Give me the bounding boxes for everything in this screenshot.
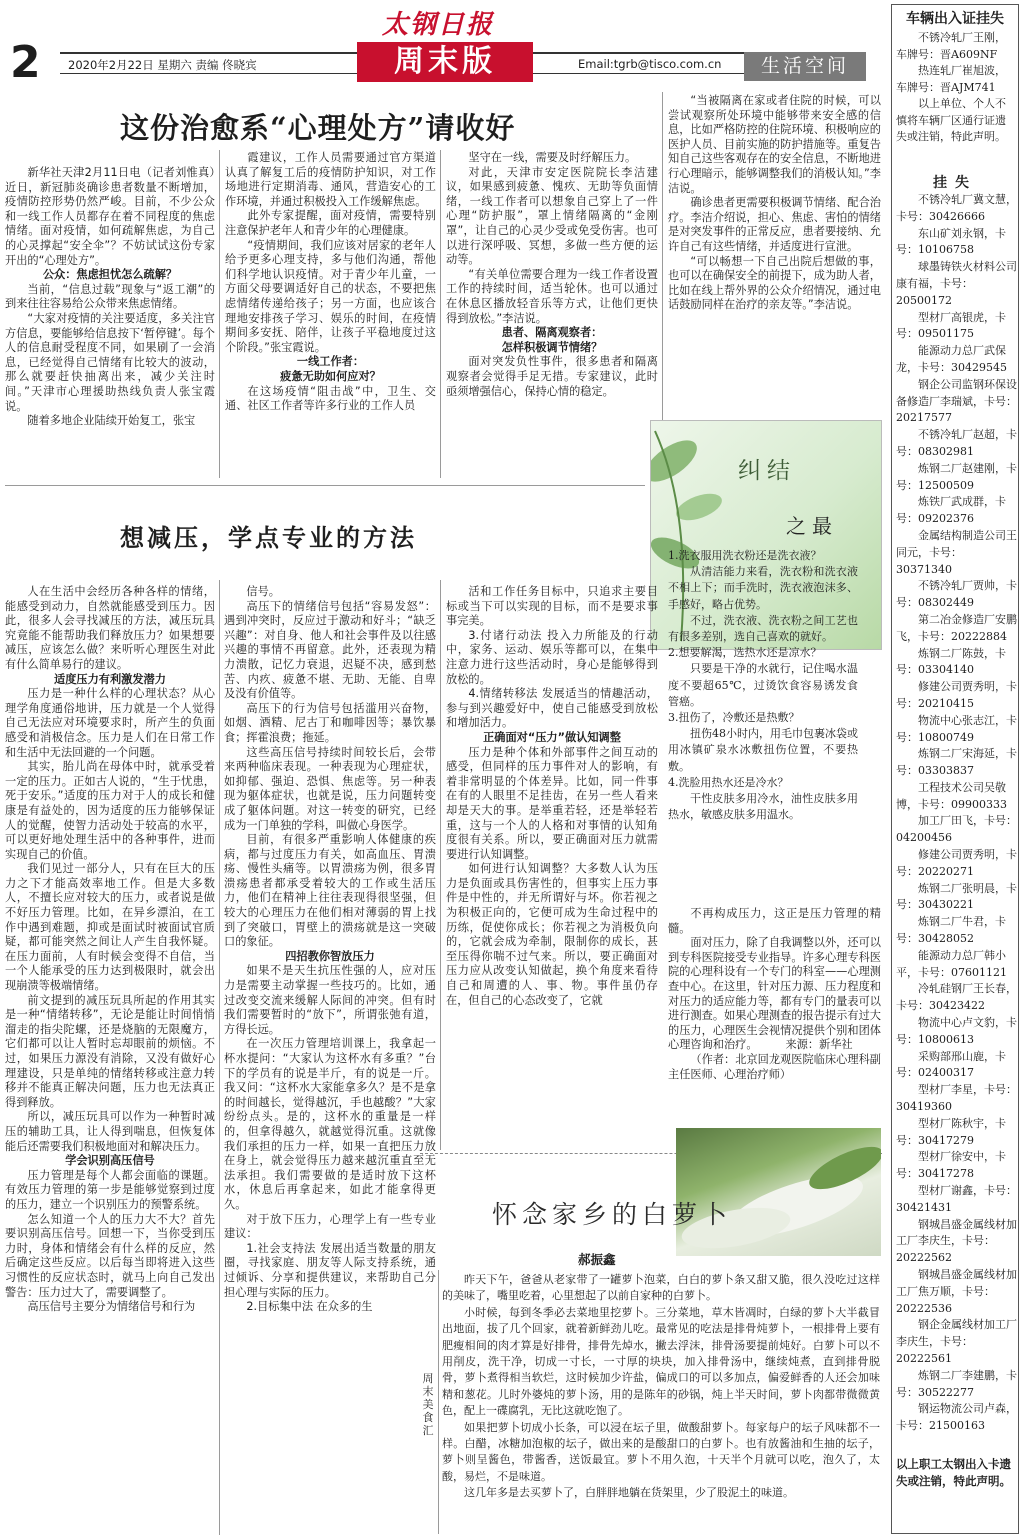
- subheading: 一线工作者：: [296, 355, 365, 369]
- page-number: 2: [10, 37, 41, 88]
- lost-card-item: 炼铁厂武成群，卡号：09202376: [896, 495, 1006, 526]
- lost-card-item: 冷轧硅钢厂王长春，卡号：30423422: [896, 982, 1017, 1013]
- paragraph: 如果不是天生抗压性强的人，应对压力是需要主动掌握一些技巧的。比如，通过改变交流来缓解人际间的冲突。但有时我们需要暂时的“放下”，所谓张弛有道，方得长远。: [224, 964, 436, 1036]
- section-label: 生活空间: [744, 52, 866, 81]
- vehicle-pass-notice: [896, 30, 1016, 146]
- paragraph: 目前，有很多严重影响人体健康的疾病，都与过度压力有关，如高血压、胃溃疡、慢性头痛等。以胃溃疡为例，很多胃溃疡患者都承受着较大的工作或生活压力，他们在精神上往往表现得很坚强，但较大的心理压力在他们相对薄弱的胃上找到了突破口，胃壁上的溃疡就是这一突破口的象征。: [224, 833, 436, 949]
- paragraph: 压力管理是每个人都会面临的课题。有效压力管理的第一步是能够觉察到过度的压力，建立一个识别压力的预警系统。: [5, 1168, 215, 1211]
- paragraph: 高压信号主要分为情绪信号和行为: [27, 1300, 196, 1314]
- paragraph: 2.想要解渴，选热水还是凉水？: [668, 646, 822, 660]
- paragraph: 所以，减压玩具可以作为一种暂时减压的辅助工具，让人得到喘息，但恢复体能后还需要我们积极地面对和解决压力。: [5, 1110, 215, 1153]
- paragraph: 这几年多是去买萝卜了，白胖胖地躺在货架里，少了股泥土的味道。: [464, 1486, 794, 1500]
- subheading: 疲惫无助如何应对？: [280, 369, 381, 383]
- paragraph: 压力是种个体和外部事件之间互动的感受，但同样的压力事件对人的影响，有着非常明显的个体差异。比如，同一件事在有的人眼里不足挂齿，在另一些人看来却是天大的事。是举重若轻，还是举轻若重，这与一个人的人格和对事情的认知角度很有关系。所以，要正确面对压力就需要进行认知调整。: [446, 745, 658, 861]
- lost-card-item: 不锈冷轧厂贾帅，卡号：08302449: [896, 579, 1017, 610]
- paragraph: 4.洗脸用热水还是冷水？: [668, 775, 789, 789]
- edition-logo: 周末版: [357, 42, 533, 82]
- paragraph: “有关单位需要合理为一线工作者设置工作的持续时间，适当轮休。也可以通过在休息区播放轻音乐等方式，让他们更快得到放松。”李洁说。: [446, 267, 658, 325]
- lost-card-item: 第二冶金修造厂安鹏飞，卡号：20222884: [896, 612, 1017, 643]
- lost-card-item: 物流中心张志江，卡号：10800749: [896, 713, 1017, 744]
- newspaper-logo: 太钢日报: [382, 10, 495, 40]
- subheading: 怎样积极调节情绪？: [501, 340, 603, 354]
- paragraph: 确诊患者更需要积极调节情绪、配合治疗。李洁介绍说，担心、焦虑、害怕的情绪是对突发事件的正常反应，患者要接纳、允许自己有这些情绪，并适度进行宣泄。: [668, 196, 881, 253]
- lost-card-item: 钢城昌盛金属线材加工厂李庆生，卡号：20222562: [896, 1217, 1017, 1265]
- paragraph: 不再构成压力，这正是压力管理的精髓。: [668, 907, 881, 935]
- article1-headline: 这份治愈系“心理处方”请收好: [120, 111, 516, 145]
- lost-card-item: 炼钢二厂宋海延，卡号：03303837: [896, 747, 1017, 778]
- lost-card-item: 不锈冷轧厂赵超，卡号：08302981: [896, 428, 1017, 458]
- subheading: 公众：焦虑担忧怎么疏解？: [42, 268, 178, 282]
- paragraph: 高压下的情绪信号包括“容易发怒”：遇到冲突时，反应过于激动和好斗；“缺乏兴趣”：对自身、他人和社会事件及以往感兴趣的事情不再留意。此外，还表现为精力溃散，记忆力衰退，迟疑不决，感到愁苦、内疚、疲惫不堪、无助、无能、自卑及没有价值等。: [224, 599, 436, 701]
- food-article-body: [442, 1272, 880, 1534]
- article2-column-1: [5, 585, 215, 1535]
- radish-photo: [676, 1128, 881, 1256]
- paragraph: 信号。: [246, 585, 280, 598]
- lost-card-item: 钢运物流公司卢森，卡号：21500163: [896, 1402, 1017, 1433]
- header-date-line: 2020年2月22日 星期六 责编 佟晓宾: [68, 58, 257, 72]
- paragraph: 当前，“信息过载”现象与“返工潮”的到来往往容易给公众带来焦虑情绪。: [5, 282, 215, 311]
- lost-card-item: 能源动力总厂武保龙，卡号：30429545: [896, 344, 1007, 374]
- paragraph: 此外专家提醒，面对疫情，需要特别注意保护老年人和青少年的心理健康。: [225, 209, 436, 237]
- paragraph: 如果把萝卜切成小长条，可以浸在坛子里，做酸甜萝卜。每家每户的坛子风味都不一样。白醋，冰糖加泡椒的坛子，做出来的是酸甜口的白萝卜。也有放酱油和生抽的坛子，萝卜则呈酱色，带酱香，送饭最宜。萝卜不用久泡，十天半个月就可以吃，泡久了，太酸，易烂，不是味道。: [442, 1420, 880, 1483]
- paragraph: 怎么知道一个人的压力大不大？首先要识别高压信号。回想一下，当你受到压力时，身体和情绪会有什么样的反应，然后确定这些反应。以后每当即将进入这些习惯性的反应状态时，就马上向自己发出警告：压力过大了，需要调整了。: [5, 1212, 215, 1299]
- lost-card-item: 修建公司贾秀明，卡号：20220271: [896, 848, 1017, 878]
- article1-column-2: [225, 151, 436, 477]
- food-article-title: 怀念家乡的白萝卜: [492, 1200, 733, 1229]
- tips-body: [668, 548, 858, 868]
- article1-column-1: [5, 166, 215, 476]
- paragraph: 随着多地企业陆续开始复工，张宝: [27, 414, 196, 428]
- subheading: 正确面对“压力”做认知调整: [483, 730, 621, 744]
- notice-line: 以上单位、个人不慎将车辆厂区通行证遗失或注销，特此声明。: [896, 97, 1006, 143]
- subheading: 适度压力有利激发潜力: [54, 672, 166, 686]
- paragraph: 干性皮肤多用冷水，油性皮肤多用热水，敏感皮肤多用温水。: [668, 792, 858, 822]
- paragraph: 4.情绪转移法 发展适当的情趣活动，参与到兴趣爱好中，使自己能感受到放松和增加活力。: [446, 687, 658, 730]
- paragraph: “大家对疫情的关注要适度，多关注官方信息，要能够给信息按下‘暂停键’。每个人的信息耐受程度不同，如果刷了一会消息，已经觉得自己情绪有比较大的波动，那么就要赶快抽离出来，减少关注时间。”天津市心理援助热线负责人张宝霞说。: [5, 311, 215, 413]
- lost-card-item: 炼钢二厂赵建刚，卡号：12500509: [896, 461, 1017, 492]
- lost-card-item: 型材厂徐安中，卡号：30417278: [896, 1150, 1006, 1181]
- paragraph: 高压下的行为信号包括滥用兴奋物，如烟、酒精、尼古丁和咖啡因等；暴饮暴食；挥霍浪费；拖延。: [224, 701, 436, 744]
- paragraph: 活和工作任务目标中，只追求主要目标或当下可以实现的目标，而不是要求事事完美。: [446, 585, 658, 628]
- lost-card-item: 钢城昌盛金属线材加工厂焦万顺，卡号：20222536: [896, 1268, 1017, 1315]
- lost-card-item: 型材厂陈秋宇，卡号：30417279: [896, 1116, 1006, 1147]
- lost-card-item: 东山矿刘永钢，卡号：10106758: [896, 226, 1006, 257]
- paragraph: 扭伤48小时内，用毛巾包裹冰袋或用冰镇矿泉水冰敷扭伤位置，不要热敷。: [668, 727, 858, 773]
- lost-card-item: 能源动力总厂韩小平，卡号：07601121: [896, 948, 1007, 979]
- article1-column-4: [668, 94, 881, 404]
- food-column-label: 周末美食汇: [422, 1372, 434, 1437]
- article1-column-3: [446, 151, 658, 477]
- lost-card-item: 炼钢二厂李建鹏，卡号：30522277: [896, 1368, 1017, 1399]
- paragraph: “疫情期间，我们应该对居家的老年人给予更多心理支持，多与他们沟通，帮他们科学地认识疫情。对于青少年儿童，一方面父母要调适好自己的状态，不要把焦虑情绪传递给孩子；另一方面，也应该合理地安排孩子学习、娱乐的时间，在疫情期间多安抚、陪伴，让孩子平稳地度过这个阶段。”张宝霞说。: [225, 238, 436, 354]
- lost-card-title: 挂失: [933, 175, 977, 191]
- paragraph: 对于放下压力，心理学上有一些专业建议：: [224, 1212, 436, 1241]
- paragraph: 如何进行认知调整？大多数人认为压力是负面或具伤害性的，但事实上压力事件是中性的，并无所谓好与坏。你若视之为积极正向的，它便可成为生命过程中的历练，促使你成长；你若视之为消极负向的，它就会成为牵制，限制你的成长，甚至压得你喘不过气来。所以，要正确面对压力应从改变认知做起，换个角度来看待自己和周遭的人、事、物。事件虽仍存在，但自己的心态改变了，它就: [446, 862, 658, 1007]
- lost-card-item: 型材厂高银虎，卡号：09501175: [896, 310, 1006, 341]
- paragraph: 面对压力，除了自我调整以外，还可以到专科医院接受专业指导。许多心理专科医院的心理科设有一个专门的科室——心理测查中心。在这里，针对压力源、压力程度和对压力的适应能力等，都有专门的量表可以进行测查。如果心理测查的报告提示有过大的压力，心理医生会视情况提供个别和团体心理咨询和治疗。 来源：新华社: [668, 936, 881, 1052]
- tips-title-1: 纠结: [738, 458, 796, 484]
- lost-card-item: 加工厂田飞，卡号：04200456: [896, 814, 1017, 845]
- lost-card-item: 炼钢二厂张明晨，卡号：30430221: [896, 881, 1017, 912]
- paragraph: 3.扭伤了，冷敷还是热敷？: [668, 711, 800, 725]
- paragraph: 坚守在一线，需要及时纾解压力。: [468, 151, 637, 164]
- notice-title: 车辆出入证挂失: [906, 11, 1004, 27]
- paragraph: 在一次压力管理培训课上，我拿起一杯水提问：“大家认为这杯水有多重？”台下的学员有的说是半斤，有的说是一斤。我又问：“这杯水大家能拿多久？是不是拿的时间越长，觉得越沉，手也越酸？”大家纷纷点头。是的，这杯水的重量是一样的，但拿得越久，就越觉得沉重。这就像我们承担的压力一样，如果一直把压力放在身上，就会觉得压力越来越沉重直至无法承担。我们需要做的是适时放下这杯水，休息后再拿起来，如此才能拿得更久。: [224, 1037, 436, 1211]
- paragraph: 2.目标集中法 在众多的生: [246, 1300, 373, 1314]
- article2-column-3: [446, 585, 658, 1135]
- lost-card-item: 球墨铸铁火材料公司康有福，卡号：20500172: [896, 260, 1017, 307]
- lost-card-item: 工程技术公司吴敬博，卡号：09900333: [896, 780, 1007, 811]
- paragraph: 不过，洗衣液、洗衣粉之间工艺也有很多差别，选自己喜欢的就好。: [668, 613, 858, 644]
- paragraph: 压力是一种什么样的心理状态？从心理学角度通俗地讲，压力就是一个人觉得自己无法应对环境要求时，所产生的负面感受和消极信念。压力是人们在日常工作和生活中无法回避的一个问题。: [5, 687, 215, 759]
- article2-headline: 想减压，学点专业的方法: [120, 524, 417, 552]
- notice-line: 热连轧厂崔旭波，车牌号：晋AJM741: [896, 64, 1006, 94]
- lost-card-list: [896, 192, 1017, 1435]
- paragraph: 3.付诸行动法 投入力所能及的行动中，家务、运动、娱乐等都可以，在集中注意力进行这些活动时，身心是能够得到放松的。: [446, 628, 658, 686]
- article2-column-4: [668, 907, 881, 1149]
- paragraph: 1.社会支持法 发展出适当数量的朋友圈，寻找家庭、朋友等人际支持系统，通过倾诉、分享和提供建议，来帮助自己分担心理与实际的压力。: [224, 1241, 436, 1299]
- paragraph: “可以畅想一下自己出院后想做的事，也可以在确保安全的前提下，成为助人者，比如在线上帮外界的公众介绍情况，通过电话鼓励同样在治疗的亲友等。”李洁说。: [668, 254, 881, 312]
- lost-card-item: 修建公司贾秀明，卡号：20210415: [896, 680, 1017, 710]
- paragraph: 霞建议，工作人员需要通过官方渠道认真了解复工后的疫情防护知识，对工作场地进行定期消毒、通风，营造安心的工作环境，并通过积极投入工作缓解焦虑。: [225, 151, 436, 208]
- lost-card-item: 采购部邢山鹿，卡号：02400317: [896, 1049, 1006, 1080]
- lost-card-item: 型材厂谢鑫，卡号：30421431: [896, 1184, 1017, 1214]
- paragraph: 其实，胎儿尚在母体中时，就承受着一定的压力。正如古人说的，“生于忧患，死于安乐。”适度的压力对于人的成长和健康是有益处的，因为适度的压力能够保证人的觉醒，使智力活动处于较高的水平，可以更好地处理生活中的各种事件，进而实现自己的价值。: [5, 760, 215, 861]
- lost-card-item: 型材厂李星，卡号：30419360: [896, 1083, 1017, 1114]
- header-email: Email:tgrb@tisco.com.cn: [578, 57, 722, 71]
- paragraph: 前文提到的减压玩具所起的作用其实是一种“情绪转移”，无论是能让时间悄悄溜走的指尖陀螺，还是烧脑的无限魔方，它们都可以让人暂时忘却眼前的烦恼。不过，如果压力源没有消除，又没有做好心理建设，只是单纯的情绪转移或注意力转移并不能真正解决问题，压力也无法真正得到释放。: [5, 993, 215, 1109]
- lost-card-item: 钢企公司监钢环保设备修造厂李瑞斌，卡号：20217577: [896, 377, 1017, 425]
- paragraph: “当被隔离在家或者住院的时候，可以尝试观察所处环境中能够带来安全感的信息，比如严格防控的住院环境、积极响应的医护人员、目前实施的防护措施等。重复告知自己这些客观存在的安全信息，不断地进行心理暗示，能够调整我们的消极认知。”李洁说。: [668, 94, 881, 195]
- lost-card-item: 不锈冷轧厂冀文慧，卡号：30426666: [896, 193, 1017, 223]
- subheading: 学会识别高压信号: [65, 1154, 155, 1168]
- lost-card-footer: 以上职工太钢出入卡遗失或注销，特此声明。: [896, 1457, 1011, 1488]
- subheading: 患者、隔离观察者：: [501, 326, 603, 340]
- lost-card-item: 钢企金属线材加工厂李庆生，卡号：20222561: [896, 1318, 1017, 1365]
- lost-card-item: 物流中心卢文豹，卡号：10800613: [896, 1016, 1017, 1046]
- paragraph: 人在生活中会经历各种各样的情绪，能感受到动力，自然就能感受到压力。因此，很多人会寻找减压的方法，减压玩具究竟能不能帮助我们释放压力？如果想要减压，应该怎么做？来听听心理医生对此有什么简单易行的建议。: [5, 585, 215, 671]
- paragraph: 新华社天津2月11日电（记者刘惟真）近日，新冠肺炎确诊患者数量不断增加，疫情防控形势仍然严峻。目前，不少公众和一线工作人员都存在着不同程度的焦虑情绪。面对疫情，如何疏解焦虑，为自己的心灵撑起“安全伞”？不妨试试这份专家开出的“心理处方”。: [5, 166, 215, 267]
- paragraph: 我们见过一部分人，只有在巨大的压力之下才能高效率地工作。但是大多数人，不擅长应对较大的压力，或者说是做不好压力管理。比如，在异乡漂泊，在工作中遇到难题，抑或是面试时被面试官质疑，都可能突然之间让人产生自我怀疑。在压力面前，人有时候会变得不自信，当一个人能承受的压力达到极限时，就会出现崩溃等极端情绪。: [5, 862, 215, 993]
- subheading: 四招教你智放压力: [285, 949, 375, 963]
- food-article-author: 郝振鑫: [578, 1252, 616, 1267]
- lost-card-item: 炼钢二厂牛君，卡号：30428052: [896, 915, 1006, 946]
- paragraph: 昨天下午，爸爸从老家带了一罐萝卜泡菜，白白的萝卜条又甜又脆，很久没吃过这样的美味了，嘴里吃着，心里想起了以前自家种的白萝卜。: [442, 1273, 880, 1303]
- paragraph: 这些高压信号持续时间较长后，会带来两种临床表现。一种表现为心理症状，如抑郁、强迫、恐惧、焦虑等。另一种表现为躯体症状，也就是说，压力问题转变成了躯体问题。对这一转变的研究，已经成为一门单独的学科，叫做心身医学。: [224, 745, 436, 832]
- notice-line: 不锈冷轧厂王刚，车牌号：晋A609NF: [896, 31, 1006, 61]
- paragraph: 小时候，每到冬季必去菜地里挖萝卜。三分菜地，草木皆凋时，白绿的萝卜大半截冒出地面，拔了几个回家，就着新鲜劲儿吃。最常见的吃法是排骨炖萝卜，一根排骨上要有肥瘦相间的肉才算是好排骨，排骨先焯水，撇去浮沫，排骨汤要提前炖好。白萝卜可以不用削皮，洗干净，切成一寸长，一寸厚的块块，加入排骨汤中，继续炖煮，直到排骨脱骨，萝卜煮得相当软烂，这时候加少许盐，偏成口的可以多加点，偏爱鲜香的人还会加味精和葱花。儿时外婆炖的萝卜汤，用的是陈年的砂锅，炖上半天时间，萝卜肉都带微微黄色，配上一碟腐乳，无比这就吃饱了。: [442, 1305, 880, 1418]
- paragraph: （作者：北京回龙观医院临床心理科副主任医师、心理治疗师）: [668, 1052, 881, 1081]
- article2-column-2: [224, 585, 436, 1535]
- paragraph: 只要是干净的水就行，记住喝水温度不要超65℃，过烫饮食容易诱发食管癌。: [668, 662, 858, 708]
- tips-title-2: 之最: [786, 514, 838, 538]
- paragraph: 对此，天津市安定医院院长李洁建议，如果感到疲惫、愧疚、无助等负面情绪，一线工作者可以想象自己穿上了一件心理“防护服”，罩上情绪隔离的“金刚罩”，让自己的心灵少受或免受伤害。也可以进行深呼吸、冥想，多做一些方便的运动等。: [446, 165, 658, 267]
- paragraph: 从清洁能力来看，洗衣粉和洗衣液不相上下；而手洗时，洗衣液泡沫多、手感好，略占优势。: [668, 565, 858, 611]
- paragraph: 1.洗衣服用洗衣粉还是洗衣液？: [668, 549, 822, 562]
- paragraph: 面对突发负性事件，很多患者和隔离观察者会觉得手足无措。专家建议，此时亟须增强信心，保持心情的稳定。: [446, 355, 658, 398]
- paragraph: 在这场疫情“阻击战”中，卫生、交通、社区工作者等许多行业的工作人员: [225, 384, 436, 413]
- lost-card-item: 炼钢二厂陈鼓，卡号：03304140: [896, 646, 1006, 677]
- lost-card-item: 金属结构制造公司王同元，卡号：30371340: [896, 528, 1017, 576]
